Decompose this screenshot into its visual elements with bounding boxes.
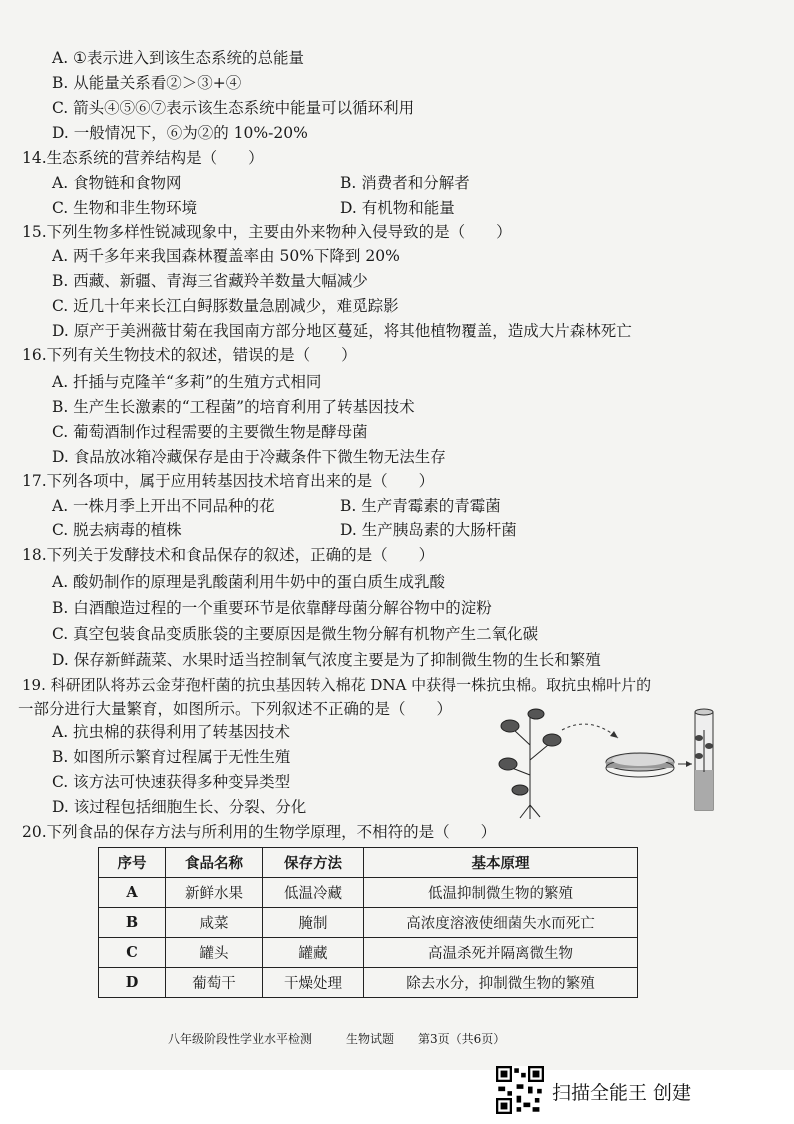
header-number: 序号 [99, 848, 166, 878]
q15-option-d: D. 原产于美洲薇甘菊在我国南方部分地区蔓延，将其他植物覆盖，造成大片森林死亡 [52, 322, 632, 340]
row-c-food: 罐头 [166, 938, 263, 968]
q15-option-b: B. 西藏、新疆、青海三省藏羚羊数量大幅减少 [52, 272, 368, 290]
row-d-id: D [99, 968, 166, 998]
table-row [99, 968, 638, 998]
petri-dish-figure [606, 753, 674, 777]
q17-option-c: C. 脱去病毒的植株 [52, 521, 182, 539]
q14-stem: 14.生态系统的营养结构是（ ） [22, 149, 264, 167]
q17-option-a: A. 一株月季上开出不同品种的花 [52, 497, 275, 515]
tissue-culture-illustration [490, 700, 730, 820]
table-header-row [99, 848, 638, 878]
q18-option-a: A. 酸奶制作的原理是乳酸菌利用牛奶中的蛋白质生成乳酸 [52, 573, 446, 591]
q17-stem: 17.下列各项中，属于应用转基因技术培育出来的是（ ） [22, 472, 435, 490]
footer-subject: 生物试题 [346, 1032, 395, 1046]
table-row [99, 908, 638, 938]
q13-option-d: D. 一般情况下，⑥为②的 10%-20% [52, 124, 308, 142]
q18-option-d: D. 保存新鲜蔬菜、水果时适当控制氧气浓度主要是为了抑制微生物的生长和繁殖 [52, 651, 601, 669]
scanner-watermark [496, 1066, 794, 1120]
q14-option-d: D. 有机物和能量 [340, 199, 455, 217]
row-a-principle: 低温抑制微生物的繁殖 [364, 878, 638, 908]
row-a-method: 低温冷藏 [263, 878, 364, 908]
q19-stem-line1: 19. 科研团队将苏云金芽孢杆菌的抗虫基因转入棉花 DNA 中获得一株抗虫棉。取抗虫棉叶片的 [22, 676, 652, 694]
header-food-name: 食品名称 [166, 848, 263, 878]
q19-option-b: B. 如图所示繁育过程属于无性生殖 [52, 748, 291, 766]
q13-option-a: A. ①表示进入到该生态系统的总能量 [52, 49, 304, 67]
arrow-to-dish [562, 724, 618, 738]
q18-option-b: B. 白酒酿造过程的一个重要环节是依靠酵母菌分解谷物中的淀粉 [52, 599, 492, 617]
row-b-principle: 高浓度溶液使细菌失水而死亡 [364, 908, 638, 938]
q17-option-d: D. 生产胰岛素的大肠杆菌 [340, 521, 517, 539]
q16-option-d: D. 食品放冰箱冷藏保存是由于冷藏条件下微生物无法生存 [52, 448, 446, 466]
row-c-method: 罐藏 [263, 938, 364, 968]
q16-option-a: A. 扦插与克隆羊“多莉”的生殖方式相同 [52, 373, 322, 391]
row-b-food: 咸菜 [166, 908, 263, 938]
row-c-id: C [99, 938, 166, 968]
test-tube-figure [695, 709, 713, 810]
scanner-label: 扫描全能王 创建 [552, 1082, 692, 1104]
q13-option-b: B. 从能量关系看②＞③+④ [52, 74, 242, 92]
row-d-food: 葡萄干 [166, 968, 263, 998]
header-principle: 基本原理 [364, 848, 638, 878]
row-b-method: 腌制 [263, 908, 364, 938]
footer-page-number: 第3页（共6页） [418, 1032, 506, 1046]
header-method: 保存方法 [263, 848, 364, 878]
q15-option-a: A. 两千多年来我国森林覆盖率由 50%下降到 20% [52, 247, 400, 265]
table-row [99, 938, 638, 968]
row-b-id: B [99, 908, 166, 938]
q18-option-c: C. 真空包装食品变质胀袋的主要原因是微生物分解有机物产生二氧化碳 [52, 625, 539, 643]
row-d-method: 干燥处理 [263, 968, 364, 998]
cotton-plant-figure [499, 709, 561, 819]
q14-option-a: A. 食物链和食物网 [52, 174, 182, 192]
row-a-id: A [99, 878, 166, 908]
q20-stem: 20.下列食品的保存方法与所利用的生物学原理，不相符的是（ ） [22, 823, 497, 841]
q15-option-c: C. 近几十年来长江白鲟豚数量急剧减少，难觅踪影 [52, 297, 399, 315]
q14-option-c: C. 生物和非生物环境 [52, 199, 198, 217]
table-row [99, 878, 638, 908]
q19-option-d: D. 该过程包括细胞生长、分裂、分化 [52, 798, 307, 816]
q19-option-c: C. 该方法可快速获得多种变异类型 [52, 773, 291, 791]
q13-option-c: C. 箭头④⑤⑥⑦表示该生态系统中能量可以循环利用 [52, 99, 415, 117]
row-a-food: 新鲜水果 [166, 878, 263, 908]
qr-code-icon [496, 1066, 544, 1114]
q19-stem-line2: 一部分进行大量繁育，如图所示。下列叙述不正确的是（ ） [18, 700, 453, 718]
q14-option-b: B. 消费者和分解者 [340, 174, 470, 192]
preservation-table [98, 847, 638, 998]
q17-option-b: B. 生产青霉素的青霉菌 [340, 497, 501, 515]
q16-option-c: C. 葡萄酒制作过程需要的主要微生物是酵母菌 [52, 423, 368, 441]
row-d-principle: 除去水分，抑制微生物的繁殖 [364, 968, 638, 998]
q18-stem: 18.下列关于发酵技术和食品保存的叙述，正确的是（ ） [22, 546, 435, 564]
q16-stem: 16.下列有关生物技术的叙述，错误的是（ ） [22, 346, 357, 364]
footer-exam-title: 八年级阶段性学业水平检测 [168, 1032, 313, 1046]
q19-option-a: A. 抗虫棉的获得利用了转基因技术 [52, 723, 291, 741]
q16-option-b: B. 生产生长激素的“工程菌”的培育利用了转基因技术 [52, 398, 415, 416]
row-c-principle: 高温杀死并隔离微生物 [364, 938, 638, 968]
q15-stem: 15.下列生物多样性锐减现象中，主要由外来物种入侵导致的是（ ） [22, 223, 512, 241]
